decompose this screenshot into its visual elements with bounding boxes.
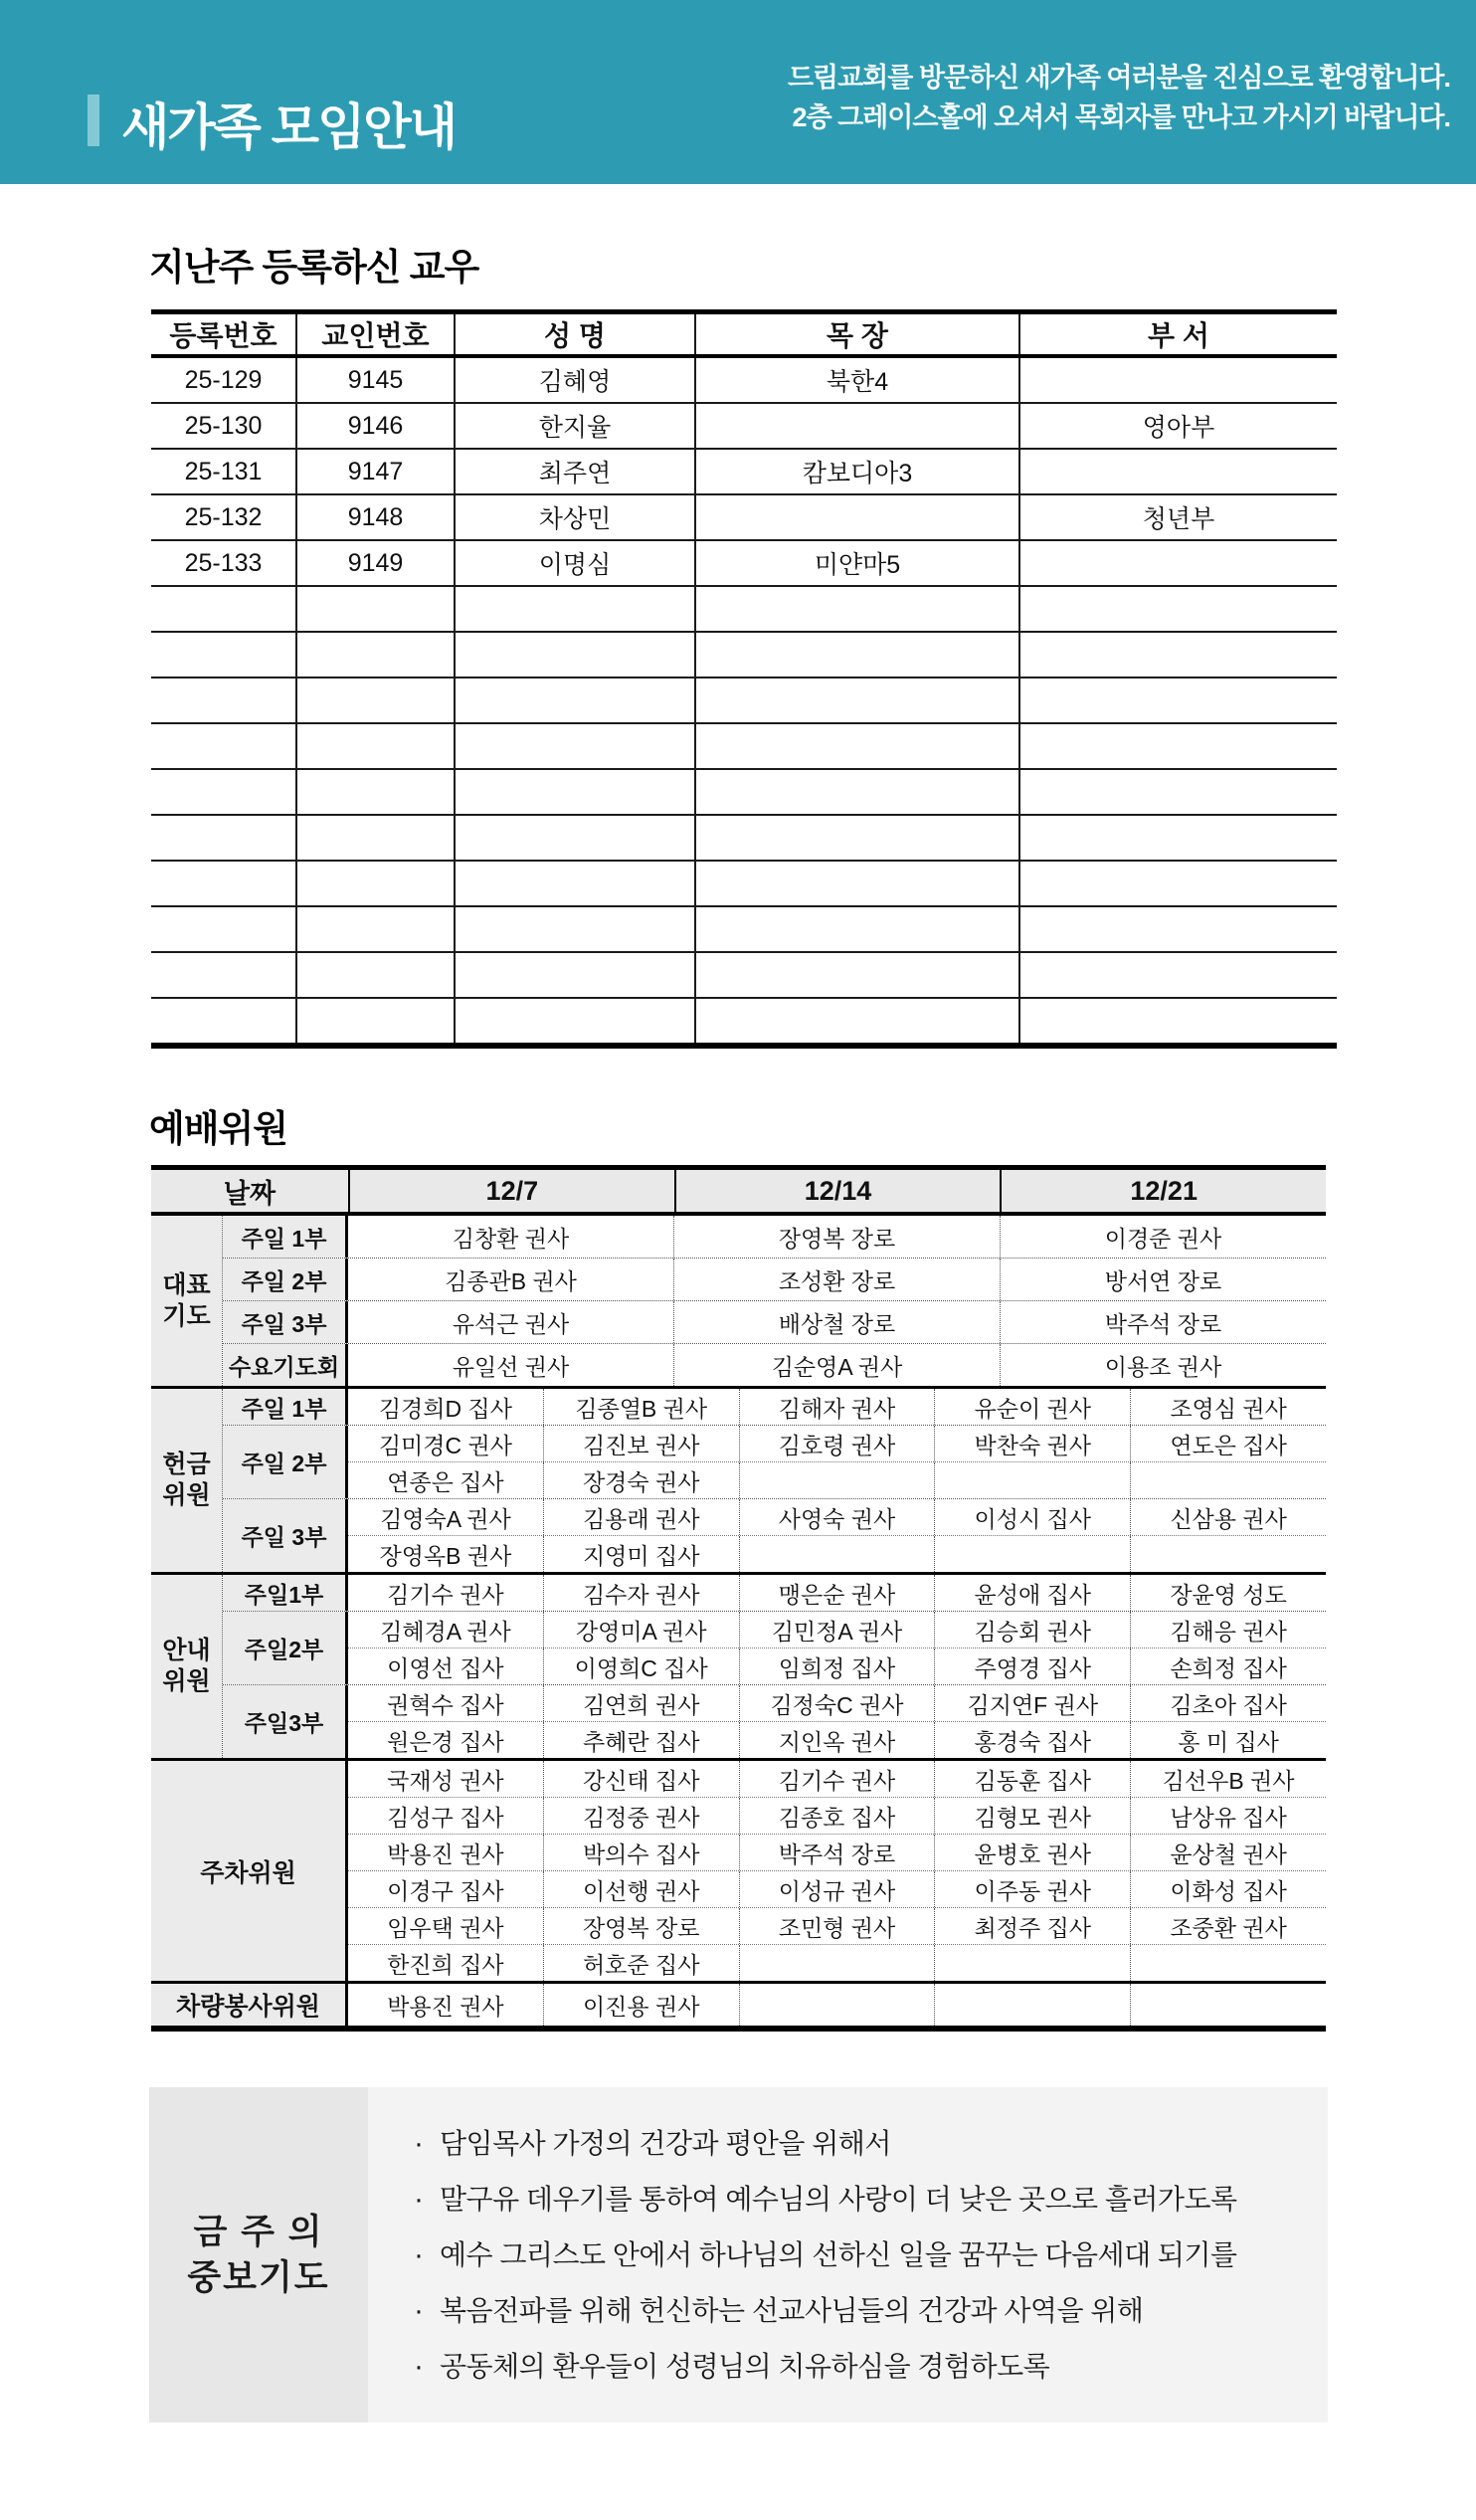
name-cell: 지영미 집사 xyxy=(543,1536,739,1572)
name-line xyxy=(348,1761,1326,1797)
date-column-header-3: 12/21 xyxy=(1000,1170,1326,1212)
name-cell: 이화성 집사 xyxy=(1130,1871,1326,1907)
member-row xyxy=(151,678,1337,723)
name-cell: 이진용 권사 xyxy=(543,1984,739,2026)
row-lines xyxy=(348,1575,1326,1611)
row-lines xyxy=(348,1612,1326,1684)
welcome-line-2: 2층 그레이스홀에 오셔서 목회자를 만나고 가시기 바랍니다. xyxy=(792,102,1450,132)
committee-row xyxy=(223,1611,1326,1684)
name-cell: 김정중 권사 xyxy=(543,1798,739,1834)
name-cell: 김해응 권사 xyxy=(1130,1612,1326,1648)
prayer-text: 예수 그리스도 안에서 하나님의 선하신 일을 꿈꾸는 다음세대 되기를 xyxy=(440,2239,1237,2270)
name-cell: 김경희D 집사 xyxy=(378,1395,512,1422)
member-row xyxy=(151,952,1337,998)
member-cell xyxy=(695,952,1019,998)
row-lines xyxy=(348,1389,1326,1425)
member-cell: 북한4 xyxy=(695,356,1019,403)
name-cell: 박용진 권사 xyxy=(387,1993,504,2020)
member-cell xyxy=(1019,678,1337,723)
name-cell: 김순영A 권사 xyxy=(673,1344,1000,1386)
name-cell: 한진희 집사 xyxy=(387,1951,504,1978)
member-row xyxy=(151,540,1337,586)
banner xyxy=(0,0,1476,184)
name-cell: 이용조 권사 xyxy=(1000,1344,1326,1386)
member-cell: 9146 xyxy=(296,403,455,449)
name-cell: 이성규 권사 xyxy=(739,1871,935,1907)
group-lines xyxy=(348,1761,1326,1981)
member-cell xyxy=(455,815,695,861)
member-cell xyxy=(151,586,296,632)
member-cell xyxy=(1019,769,1337,815)
name-cell: 임우택 권사 xyxy=(387,1914,504,1941)
service-label: 수요기도회 xyxy=(223,1344,348,1386)
committee-row xyxy=(223,1258,1326,1300)
name-cell: 윤상철 권사 xyxy=(1130,1835,1326,1870)
name-cell: 임희정 집사 xyxy=(739,1648,935,1684)
name-cell: 김종호 집사 xyxy=(739,1798,935,1834)
name-cell: 김민정A 권사 xyxy=(739,1612,935,1648)
name-cell: 남상유 집사 xyxy=(1130,1798,1326,1834)
name-cell: 최정주 집사 xyxy=(934,1908,1130,1944)
name-cell: 윤성애 집사 xyxy=(934,1575,1130,1611)
prayer-text: 담임목사 가정의 건강과 평안을 위해서 xyxy=(440,2128,891,2159)
name-line xyxy=(348,1612,1326,1648)
member-cell: 이명심 xyxy=(455,540,695,586)
member-row xyxy=(151,632,1337,678)
committee-group xyxy=(151,1981,1326,2026)
member-cell xyxy=(455,906,695,952)
group-label-line: 위원 xyxy=(162,1667,211,1695)
name-cell: 김창환 권사 xyxy=(452,1225,570,1252)
member-cell xyxy=(296,632,455,678)
name-line xyxy=(348,1870,1326,1907)
name-cell: 이성시 집사 xyxy=(934,1499,1130,1535)
member-cell: 캄보디아3 xyxy=(695,449,1019,494)
name-cell: 김호령 권사 xyxy=(739,1426,935,1461)
member-cell: 25-131 xyxy=(151,449,296,494)
member-cell xyxy=(455,861,695,906)
name-cell xyxy=(739,1984,935,2026)
name-cell: 이주동 권사 xyxy=(934,1871,1130,1907)
name-cell: 유석근 권사 xyxy=(452,1310,570,1337)
name-cell: 박주석 장로 xyxy=(739,1835,935,1870)
committee-group xyxy=(151,1758,1326,1981)
column-header-member-no: 교인번호 xyxy=(296,312,455,357)
member-cell xyxy=(1019,906,1337,952)
member-cell: 25-129 xyxy=(151,356,296,403)
prayer-item xyxy=(414,2296,1328,2326)
committee-row xyxy=(223,1498,1326,1572)
member-cell xyxy=(695,861,1019,906)
name-cell: 이영선 집사 xyxy=(387,1654,504,1681)
member-row xyxy=(151,815,1337,861)
member-cell xyxy=(296,769,455,815)
member-cell xyxy=(1019,632,1337,678)
name-cell: 강영미A 권사 xyxy=(543,1612,739,1648)
group-label: 주차위원 xyxy=(151,1761,348,1981)
group-label-line: 대표 xyxy=(162,1270,211,1299)
table-header-row xyxy=(151,312,1337,357)
member-cell xyxy=(455,952,695,998)
committee-row xyxy=(223,1575,1326,1611)
name-cell: 김연희 권사 xyxy=(543,1685,739,1721)
name-cell: 김기수 권사 xyxy=(387,1581,504,1608)
date-column-header-1: 12/7 xyxy=(348,1170,674,1212)
bullet-dot: · xyxy=(414,2350,424,2383)
member-cell: 25-133 xyxy=(151,540,296,586)
name-cell: 홍경숙 집사 xyxy=(934,1722,1130,1758)
member-cell xyxy=(296,906,455,952)
member-cell xyxy=(455,723,695,769)
service-label: 주일 2부 xyxy=(223,1426,348,1498)
member-cell: 25-130 xyxy=(151,403,296,449)
page-title: 새가족 모임안내 xyxy=(121,99,456,155)
row-cells xyxy=(348,1259,1326,1300)
member-cell xyxy=(151,769,296,815)
member-cell: 25-132 xyxy=(151,494,296,540)
name-line xyxy=(348,1721,1326,1758)
bullet-dot: · xyxy=(414,2183,424,2216)
member-row xyxy=(151,723,1337,769)
committee-row xyxy=(223,1300,1326,1343)
row-lines xyxy=(348,1426,1326,1498)
name-line xyxy=(348,1575,1326,1611)
group-label xyxy=(151,1216,222,1386)
service-label: 주일 1부 xyxy=(223,1216,348,1258)
name-cell xyxy=(934,1945,1130,1981)
name-cell: 장영복 장로 xyxy=(543,1908,739,1944)
member-cell xyxy=(695,678,1019,723)
committee-group xyxy=(151,1216,1326,1386)
name-cell: 박주석 장로 xyxy=(1000,1301,1326,1343)
name-line xyxy=(348,1389,1326,1425)
member-cell xyxy=(151,723,296,769)
service-label: 주일 3부 xyxy=(223,1301,348,1343)
committee-row xyxy=(223,1343,1326,1386)
name-line xyxy=(348,1944,1326,1981)
member-cell: 9145 xyxy=(296,356,455,403)
member-cell: 영아부 xyxy=(1019,403,1337,449)
name-cell: 조중환 권사 xyxy=(1130,1908,1326,1944)
group-label-line: 헌금 xyxy=(162,1451,211,1478)
member-cell xyxy=(296,861,455,906)
prayer-title xyxy=(149,2087,368,2423)
prayer-item xyxy=(414,2240,1328,2270)
member-cell xyxy=(296,678,455,723)
name-cell: 허호준 집사 xyxy=(543,1945,739,1981)
name-cell: 김수자 권사 xyxy=(543,1575,739,1611)
member-cell: 청년부 xyxy=(1019,494,1337,540)
row-cells xyxy=(348,1301,1326,1343)
committee-row xyxy=(223,1425,1326,1498)
prayer-item xyxy=(414,2129,1328,2159)
name-line xyxy=(348,1685,1326,1721)
welcome-text xyxy=(788,58,1450,137)
welcome-line-1: 드림교회를 방문하신 새가족 여러분을 진심으로 환영합니다. xyxy=(787,63,1450,93)
name-cell: 연도은 집사 xyxy=(1130,1426,1326,1461)
member-cell: 9149 xyxy=(296,540,455,586)
member-cell xyxy=(695,815,1019,861)
name-cell: 김용래 권사 xyxy=(543,1499,739,1535)
name-cell: 김승회 권사 xyxy=(934,1612,1130,1648)
name-line xyxy=(348,1499,1326,1535)
date-header-label: 날짜 xyxy=(223,1178,277,1209)
member-cell xyxy=(151,678,296,723)
name-cell: 이경구 집사 xyxy=(387,1877,504,1904)
member-cell xyxy=(1019,861,1337,906)
name-cell: 김혜경A 권사 xyxy=(380,1618,511,1645)
name-cell: 박의수 집사 xyxy=(543,1835,739,1870)
member-cell xyxy=(296,586,455,632)
committee-row xyxy=(223,1389,1326,1425)
member-cell xyxy=(296,723,455,769)
row-lines xyxy=(348,1499,1326,1572)
name-cell: 김성구 집사 xyxy=(387,1804,504,1831)
name-cell: 장영복 장로 xyxy=(673,1216,1000,1258)
name-cell: 김종관B 권사 xyxy=(445,1267,577,1294)
row-lines xyxy=(348,1685,1326,1758)
member-cell xyxy=(455,586,695,632)
committee-section-title: 예배위원 xyxy=(149,1108,287,1149)
name-cell: 조성환 장로 xyxy=(673,1259,1000,1300)
name-cell xyxy=(1130,1462,1326,1498)
member-row xyxy=(151,998,1337,1046)
member-row xyxy=(151,356,1337,403)
name-cell: 조민형 권사 xyxy=(739,1908,935,1944)
name-cell: 연종은 집사 xyxy=(387,1468,504,1495)
member-cell: 김혜영 xyxy=(455,356,695,403)
name-cell: 김기수 권사 xyxy=(739,1761,935,1797)
name-cell: 조영심 권사 xyxy=(1130,1389,1326,1425)
name-cell xyxy=(1130,1945,1326,1981)
name-line xyxy=(348,1426,1326,1461)
member-row xyxy=(151,494,1337,540)
group-lines xyxy=(348,1984,1326,2026)
group-label xyxy=(151,1575,222,1758)
member-cell: 최주연 xyxy=(455,449,695,494)
member-cell xyxy=(1019,356,1337,403)
service-label: 주일2부 xyxy=(223,1612,348,1684)
group-label: 차량봉사위원 xyxy=(151,1984,348,2026)
member-cell xyxy=(151,906,296,952)
member-row xyxy=(151,586,1337,632)
member-cell: 9147 xyxy=(296,449,455,494)
group-rows xyxy=(222,1389,1326,1572)
group-rows xyxy=(222,1575,1326,1758)
member-cell xyxy=(151,815,296,861)
committee-groups xyxy=(151,1216,1326,2026)
name-cell xyxy=(1130,1984,1326,2026)
name-cell: 김미경C 권사 xyxy=(378,1432,512,1458)
member-cell xyxy=(455,998,695,1046)
bullet-dot: · xyxy=(414,2127,424,2160)
registered-members-table xyxy=(151,309,1337,1049)
name-cell: 권혁수 집사 xyxy=(387,1691,504,1718)
name-cell: 김해자 권사 xyxy=(739,1389,935,1425)
name-cell xyxy=(739,1945,935,1981)
name-cell xyxy=(934,1536,1130,1572)
name-cell: 유일선 권사 xyxy=(452,1353,570,1380)
name-cell: 방서연 장로 xyxy=(1000,1259,1326,1300)
name-cell: 장윤영 성도 xyxy=(1130,1575,1326,1611)
committee-row xyxy=(223,1684,1326,1758)
bullet-dot: · xyxy=(414,2238,424,2271)
prayer-text: 복음전파를 위해 헌신하는 선교사님들의 건강과 사역을 위해 xyxy=(440,2295,1144,2326)
member-cell xyxy=(151,952,296,998)
name-cell: 유순이 권사 xyxy=(934,1389,1130,1425)
name-cell: 홍 미 집사 xyxy=(1130,1722,1326,1758)
name-cell xyxy=(934,1462,1130,1498)
prayer-item xyxy=(414,2352,1328,2382)
committee-header-row xyxy=(151,1170,1326,1216)
prayer-item xyxy=(414,2185,1328,2215)
member-cell xyxy=(695,586,1019,632)
name-cell: 박용진 권사 xyxy=(387,1841,504,1867)
prayer-section xyxy=(149,2087,1328,2423)
member-cell xyxy=(1019,723,1337,769)
name-line xyxy=(348,1834,1326,1870)
name-cell: 손희정 집사 xyxy=(1130,1648,1326,1684)
bullet-dot: · xyxy=(414,2294,424,2327)
member-cell xyxy=(695,769,1019,815)
name-cell: 김영숙A 권사 xyxy=(380,1505,511,1532)
prayer-text: 공동체의 환우들이 성령님의 치유하심을 경험하도록 xyxy=(440,2351,1050,2382)
member-cell xyxy=(151,861,296,906)
name-cell: 윤병호 권사 xyxy=(934,1835,1130,1870)
name-cell xyxy=(739,1536,935,1572)
member-cell xyxy=(455,678,695,723)
member-cell: 미얀마5 xyxy=(695,540,1019,586)
committee-group xyxy=(151,1572,1326,1758)
member-cell xyxy=(151,632,296,678)
name-line xyxy=(348,1907,1326,1944)
registered-section-title: 지난주 등록하신 교우 xyxy=(149,247,479,288)
member-cell xyxy=(455,632,695,678)
name-cell: 장경숙 권사 xyxy=(543,1462,739,1498)
name-cell: 김선우B 권사 xyxy=(1130,1761,1326,1797)
service-label: 주일1부 xyxy=(223,1575,348,1611)
name-cell: 신삼용 권사 xyxy=(1130,1499,1326,1535)
name-cell: 김종열B 권사 xyxy=(543,1389,739,1425)
member-cell xyxy=(695,906,1019,952)
member-row xyxy=(151,403,1337,449)
name-cell: 국재성 권사 xyxy=(387,1767,504,1794)
prayer-items xyxy=(368,2087,1328,2423)
service-label: 주일 1부 xyxy=(223,1389,348,1425)
member-cell xyxy=(296,952,455,998)
member-row xyxy=(151,906,1337,952)
name-line xyxy=(348,1535,1326,1572)
name-cell xyxy=(934,1984,1130,2026)
member-cell xyxy=(695,632,1019,678)
name-line xyxy=(348,1797,1326,1834)
prayer-title-line-1: 금 주 의 xyxy=(193,2212,324,2251)
column-header-department: 부 서 xyxy=(1019,312,1337,357)
member-cell xyxy=(296,998,455,1046)
name-cell: 김동훈 집사 xyxy=(934,1761,1130,1797)
name-cell: 박찬숙 권사 xyxy=(934,1426,1130,1461)
worship-committee-table xyxy=(151,1165,1326,2032)
column-header-reg-no: 등록번호 xyxy=(151,312,296,357)
member-cell xyxy=(695,723,1019,769)
name-cell: 추혜란 집사 xyxy=(543,1722,739,1758)
name-cell: 원은경 집사 xyxy=(387,1728,504,1755)
name-line xyxy=(348,1648,1326,1684)
member-row xyxy=(151,861,1337,906)
name-cell: 주영경 집사 xyxy=(934,1648,1130,1684)
member-cell: 한지율 xyxy=(455,403,695,449)
member-cell xyxy=(695,494,1019,540)
name-cell: 맹은순 권사 xyxy=(739,1575,935,1611)
name-cell: 지인옥 권사 xyxy=(739,1722,935,1758)
name-line xyxy=(348,1984,1326,2026)
committee-row xyxy=(223,1216,1326,1258)
name-cell: 김형모 권사 xyxy=(934,1798,1130,1834)
service-label: 주일 2부 xyxy=(223,1259,348,1300)
name-cell: 사영숙 권사 xyxy=(739,1499,935,1535)
member-cell xyxy=(1019,449,1337,494)
group-rows xyxy=(222,1216,1326,1386)
committee-group xyxy=(151,1386,1326,1572)
member-cell xyxy=(455,769,695,815)
name-cell: 김지연F 권사 xyxy=(934,1685,1130,1721)
name-cell xyxy=(739,1462,935,1498)
member-cell xyxy=(1019,540,1337,586)
member-cell xyxy=(695,403,1019,449)
row-cells xyxy=(348,1216,1326,1258)
name-cell: 장영옥B 권사 xyxy=(379,1542,512,1569)
name-cell: 배상철 장로 xyxy=(673,1301,1000,1343)
title-accent-bar xyxy=(88,95,99,146)
member-cell xyxy=(1019,952,1337,998)
name-line xyxy=(348,1461,1326,1498)
service-label: 주일 3부 xyxy=(223,1499,348,1572)
prayer-text: 말구유 데우기를 통하여 예수님의 사랑이 더 낮은 곳으로 흘러가도록 xyxy=(440,2184,1237,2215)
group-label xyxy=(151,1389,222,1572)
column-header-name: 성 명 xyxy=(455,312,695,357)
name-cell: 이선행 권사 xyxy=(543,1871,739,1907)
group-label-line: 위원 xyxy=(162,1481,211,1509)
member-row xyxy=(151,769,1337,815)
member-cell xyxy=(1019,586,1337,632)
name-cell xyxy=(1130,1536,1326,1572)
member-row xyxy=(151,449,1337,494)
row-cells xyxy=(348,1344,1326,1386)
column-header-cell-group: 목 장 xyxy=(695,312,1019,357)
member-cell xyxy=(1019,998,1337,1046)
member-cell xyxy=(695,998,1019,1046)
name-cell: 강신태 집사 xyxy=(543,1761,739,1797)
member-cell: 차상민 xyxy=(455,494,695,540)
name-cell: 김초아 집사 xyxy=(1130,1685,1326,1721)
prayer-title-line-2: 중보기도 xyxy=(187,2257,330,2297)
member-cell xyxy=(296,815,455,861)
member-cell xyxy=(151,998,296,1046)
date-column-header-2: 12/14 xyxy=(674,1170,1001,1212)
name-cell: 이경준 권사 xyxy=(1000,1216,1326,1258)
member-cell: 9148 xyxy=(296,494,455,540)
member-cell xyxy=(1019,815,1337,861)
name-cell: 김정숙C 권사 xyxy=(739,1685,935,1721)
group-label-line: 기도 xyxy=(162,1301,211,1330)
name-cell: 이영희C 집사 xyxy=(543,1648,739,1684)
service-label: 주일3부 xyxy=(223,1685,348,1758)
group-label-line: 안내 xyxy=(162,1637,211,1664)
name-cell: 김진보 권사 xyxy=(543,1426,739,1461)
